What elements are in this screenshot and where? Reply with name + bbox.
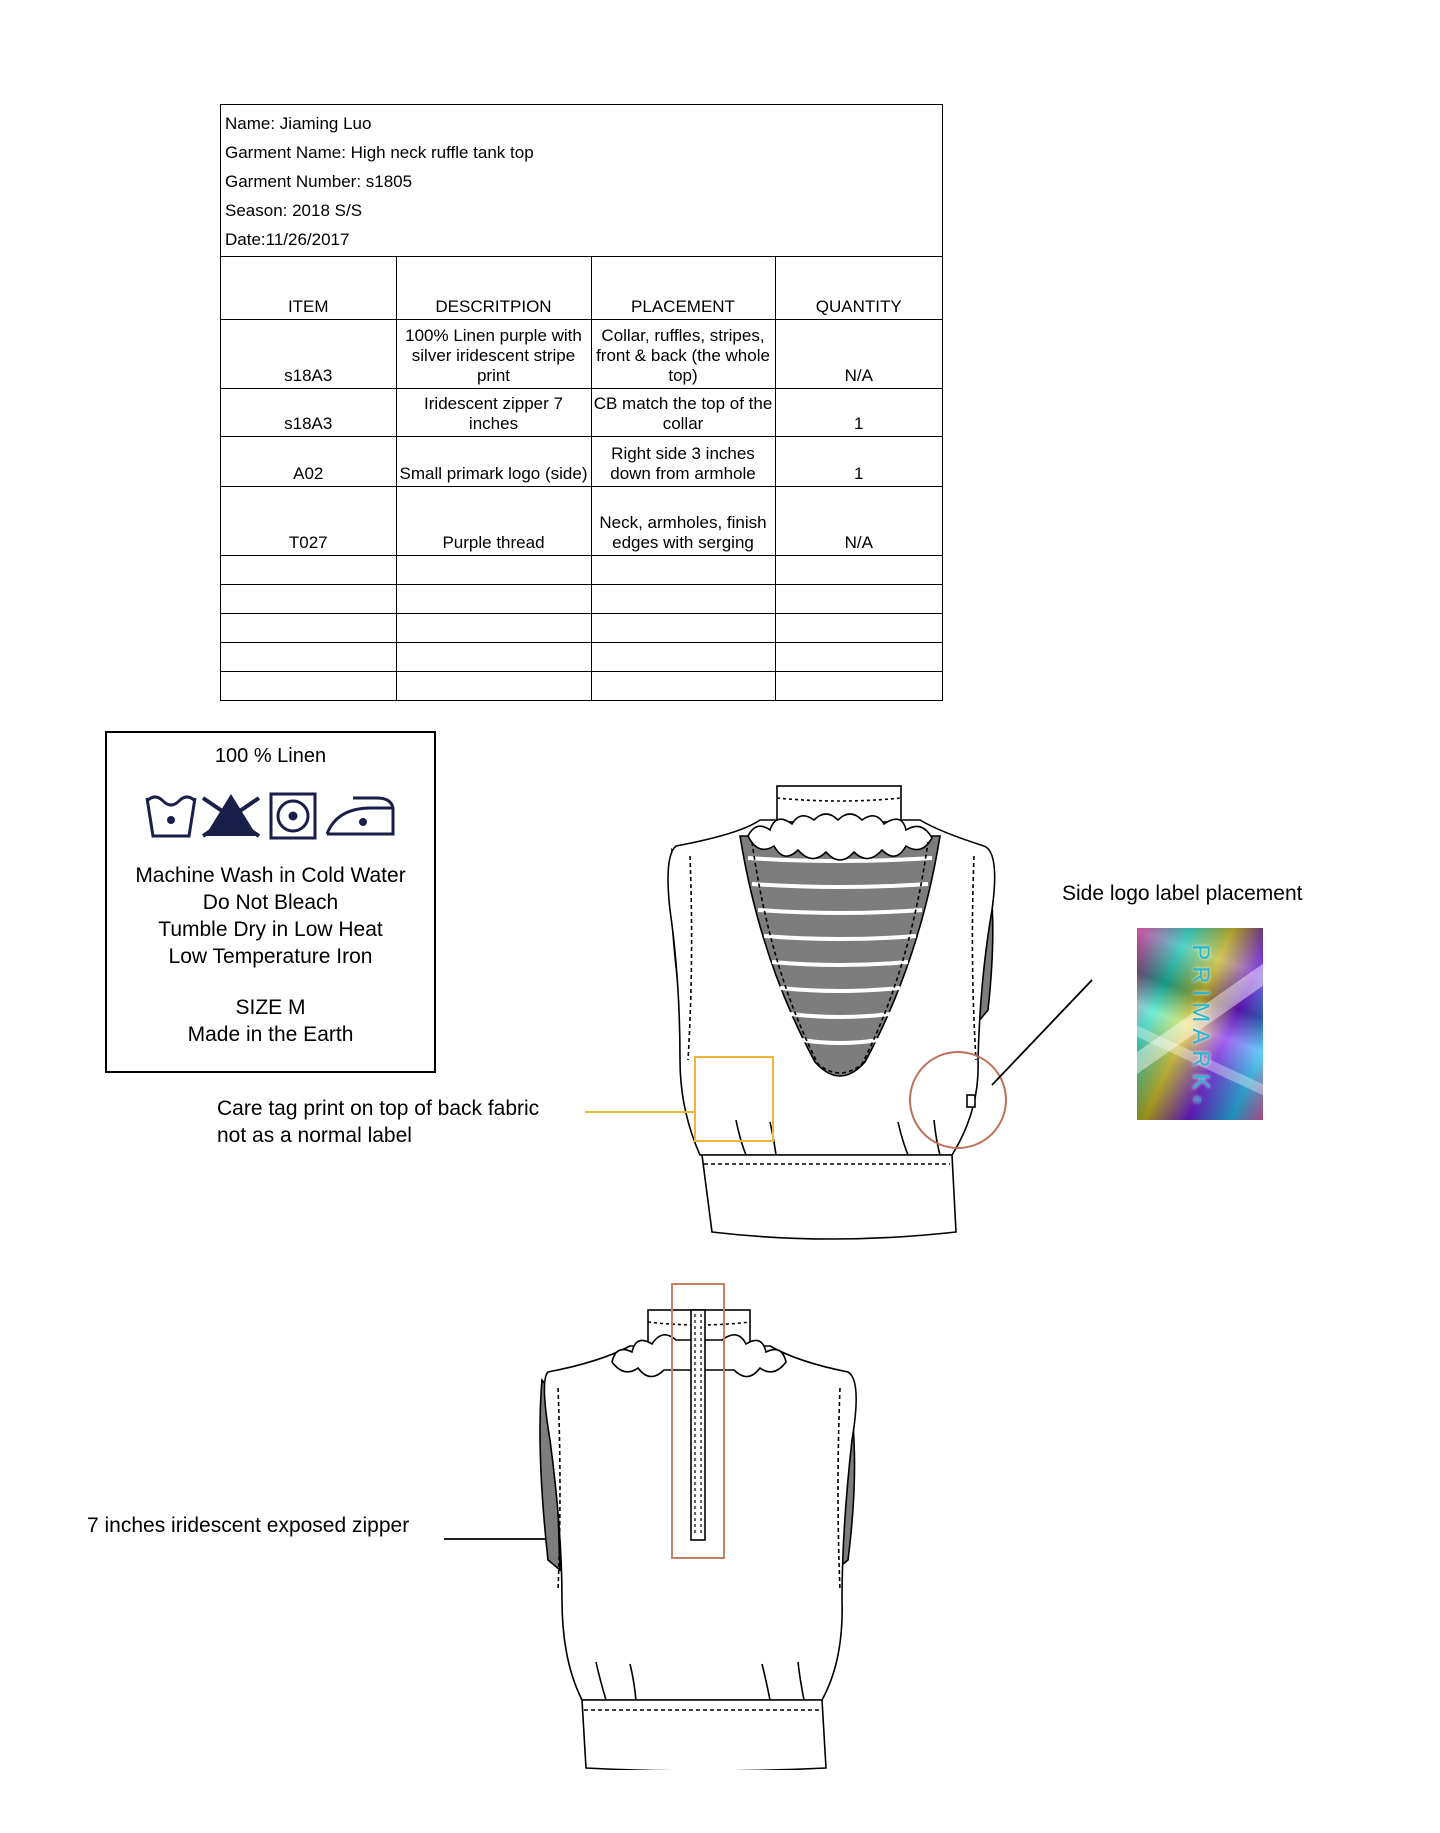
cell-description: Small primark logo (side) xyxy=(396,436,591,486)
cell-placement: Neck, armholes, finish edges with serging xyxy=(591,486,775,555)
cell-quantity: N/A xyxy=(775,319,942,388)
fiber-content: 100 % Linen xyxy=(214,745,327,767)
season: Season: 2018 S/S xyxy=(225,201,363,220)
dry-instruction: Tumble Dry in Low Heat xyxy=(158,918,383,941)
cell-quantity: N/A xyxy=(775,486,942,555)
cell-description: Purple thread xyxy=(396,486,591,555)
iron-instruction: Low Temperature Iron xyxy=(168,945,373,968)
garment-name: Garment Name: High neck ruffle tank top xyxy=(225,143,534,162)
cell-placement: CB match the top of the collar xyxy=(591,388,775,436)
size-text: SIZE M xyxy=(235,996,306,1019)
cell-item: s18A3 xyxy=(221,319,396,388)
care-tag-callout-line-2: not as a normal label xyxy=(217,1124,412,1147)
column-header-description: DESCRITPION xyxy=(396,257,591,319)
cell-item: s18A3 xyxy=(221,388,396,436)
wash-instruction: Machine Wash in Cold Water xyxy=(135,864,406,887)
back-garment-sketch xyxy=(530,1270,870,1770)
date: Date:11/26/2017 xyxy=(225,230,350,249)
garment-number: Garment Number: s1805 xyxy=(225,172,413,191)
bleach-instruction: Do Not Bleach xyxy=(202,891,339,914)
primark-logo: PRIMARK® xyxy=(1187,944,1214,1104)
cell-placement: Right side 3 inches down from armhole xyxy=(591,436,775,486)
column-header-placement: PLACEMENT xyxy=(591,257,775,319)
cell-description: 100% Linen purple with silver iridescent stripe print xyxy=(396,319,591,388)
logo-placement-callout: Side logo label placement xyxy=(1062,882,1303,905)
designer-name: Name: Jiaming Luo xyxy=(225,114,372,133)
origin-text: Made in the Earth xyxy=(187,1023,354,1046)
logo-leader-line xyxy=(992,980,1092,1085)
cell-description: Iridescent zipper 7 inches xyxy=(396,388,591,436)
cell-quantity: 1 xyxy=(775,388,942,436)
column-header-quantity: QUANTITY xyxy=(775,257,942,319)
column-header-item: ITEM xyxy=(221,257,396,319)
cell-item: T027 xyxy=(221,486,396,555)
cell-quantity: 1 xyxy=(775,436,942,486)
care-tag-callout-line-1: Care tag print on top of back fabric xyxy=(217,1097,540,1120)
cell-item: A02 xyxy=(221,436,396,486)
zipper-callout: 7 inches iridescent exposed zipper xyxy=(87,1514,410,1537)
cell-placement: Collar, ruffles, stripes, front & back (the whole top) xyxy=(591,319,775,388)
